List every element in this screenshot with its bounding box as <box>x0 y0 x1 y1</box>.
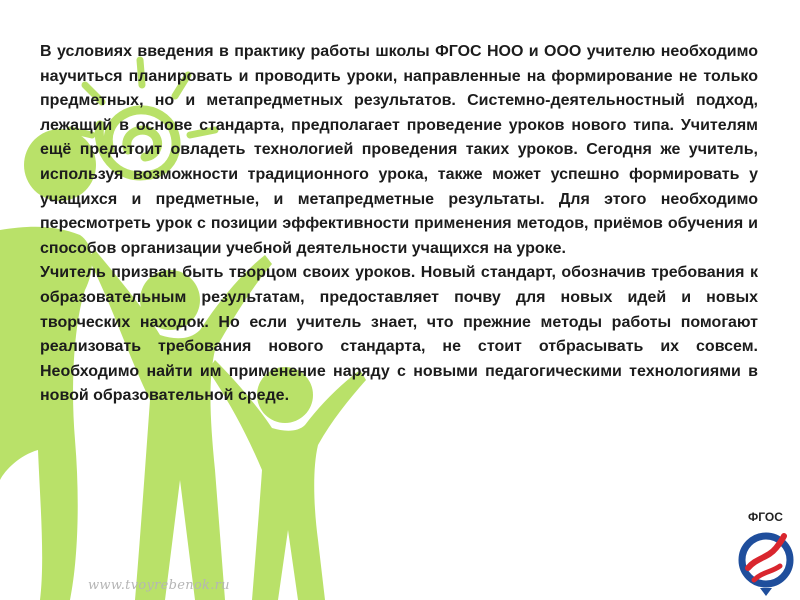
paragraph-2: Учитель призван быть творцом своих уроков. Новый стандарт, обозначив требования к образовательным результатам, предоставляет почву для новых идей и новых творческих находок. Но если учитель знает, что прежние методы работы помогают реализовать требования нового стандарта, не стоит отбрасывать их совсем. Необходимо найти им применение наряду с новыми педагогическими технологиями в новой образовательной среде. <box>40 264 758 405</box>
watermark-url: www.tvoyrebenok.ru <box>88 578 230 593</box>
main-text <box>40 40 758 409</box>
paragraph-1: В условиях введения в практику работы школы ФГОС НОО и ООО учителю необходимо научиться планировать и проводить уроки, направленные на формирование не только предметных, но и метапредметных результатов. Системно-деятельностный подход, лежащий в основе стандарта, предполагает проведение уроков нового типа. Учителям ещё предстоит овладеть технологией проведения таких уроков. Сегодня же учитель, используя возможности традиционного урока, также может успешно формировать у учащихся и предметные, и метапредметные результаты. Для этого необходимо пересмотреть урок с позиции эффективности применения методов, приёмов обучения и способов организации учебной деятельности учащихся на уроке. <box>40 43 758 257</box>
logo-label: ФГОС <box>748 510 783 524</box>
fgos-logo-icon <box>736 528 796 596</box>
